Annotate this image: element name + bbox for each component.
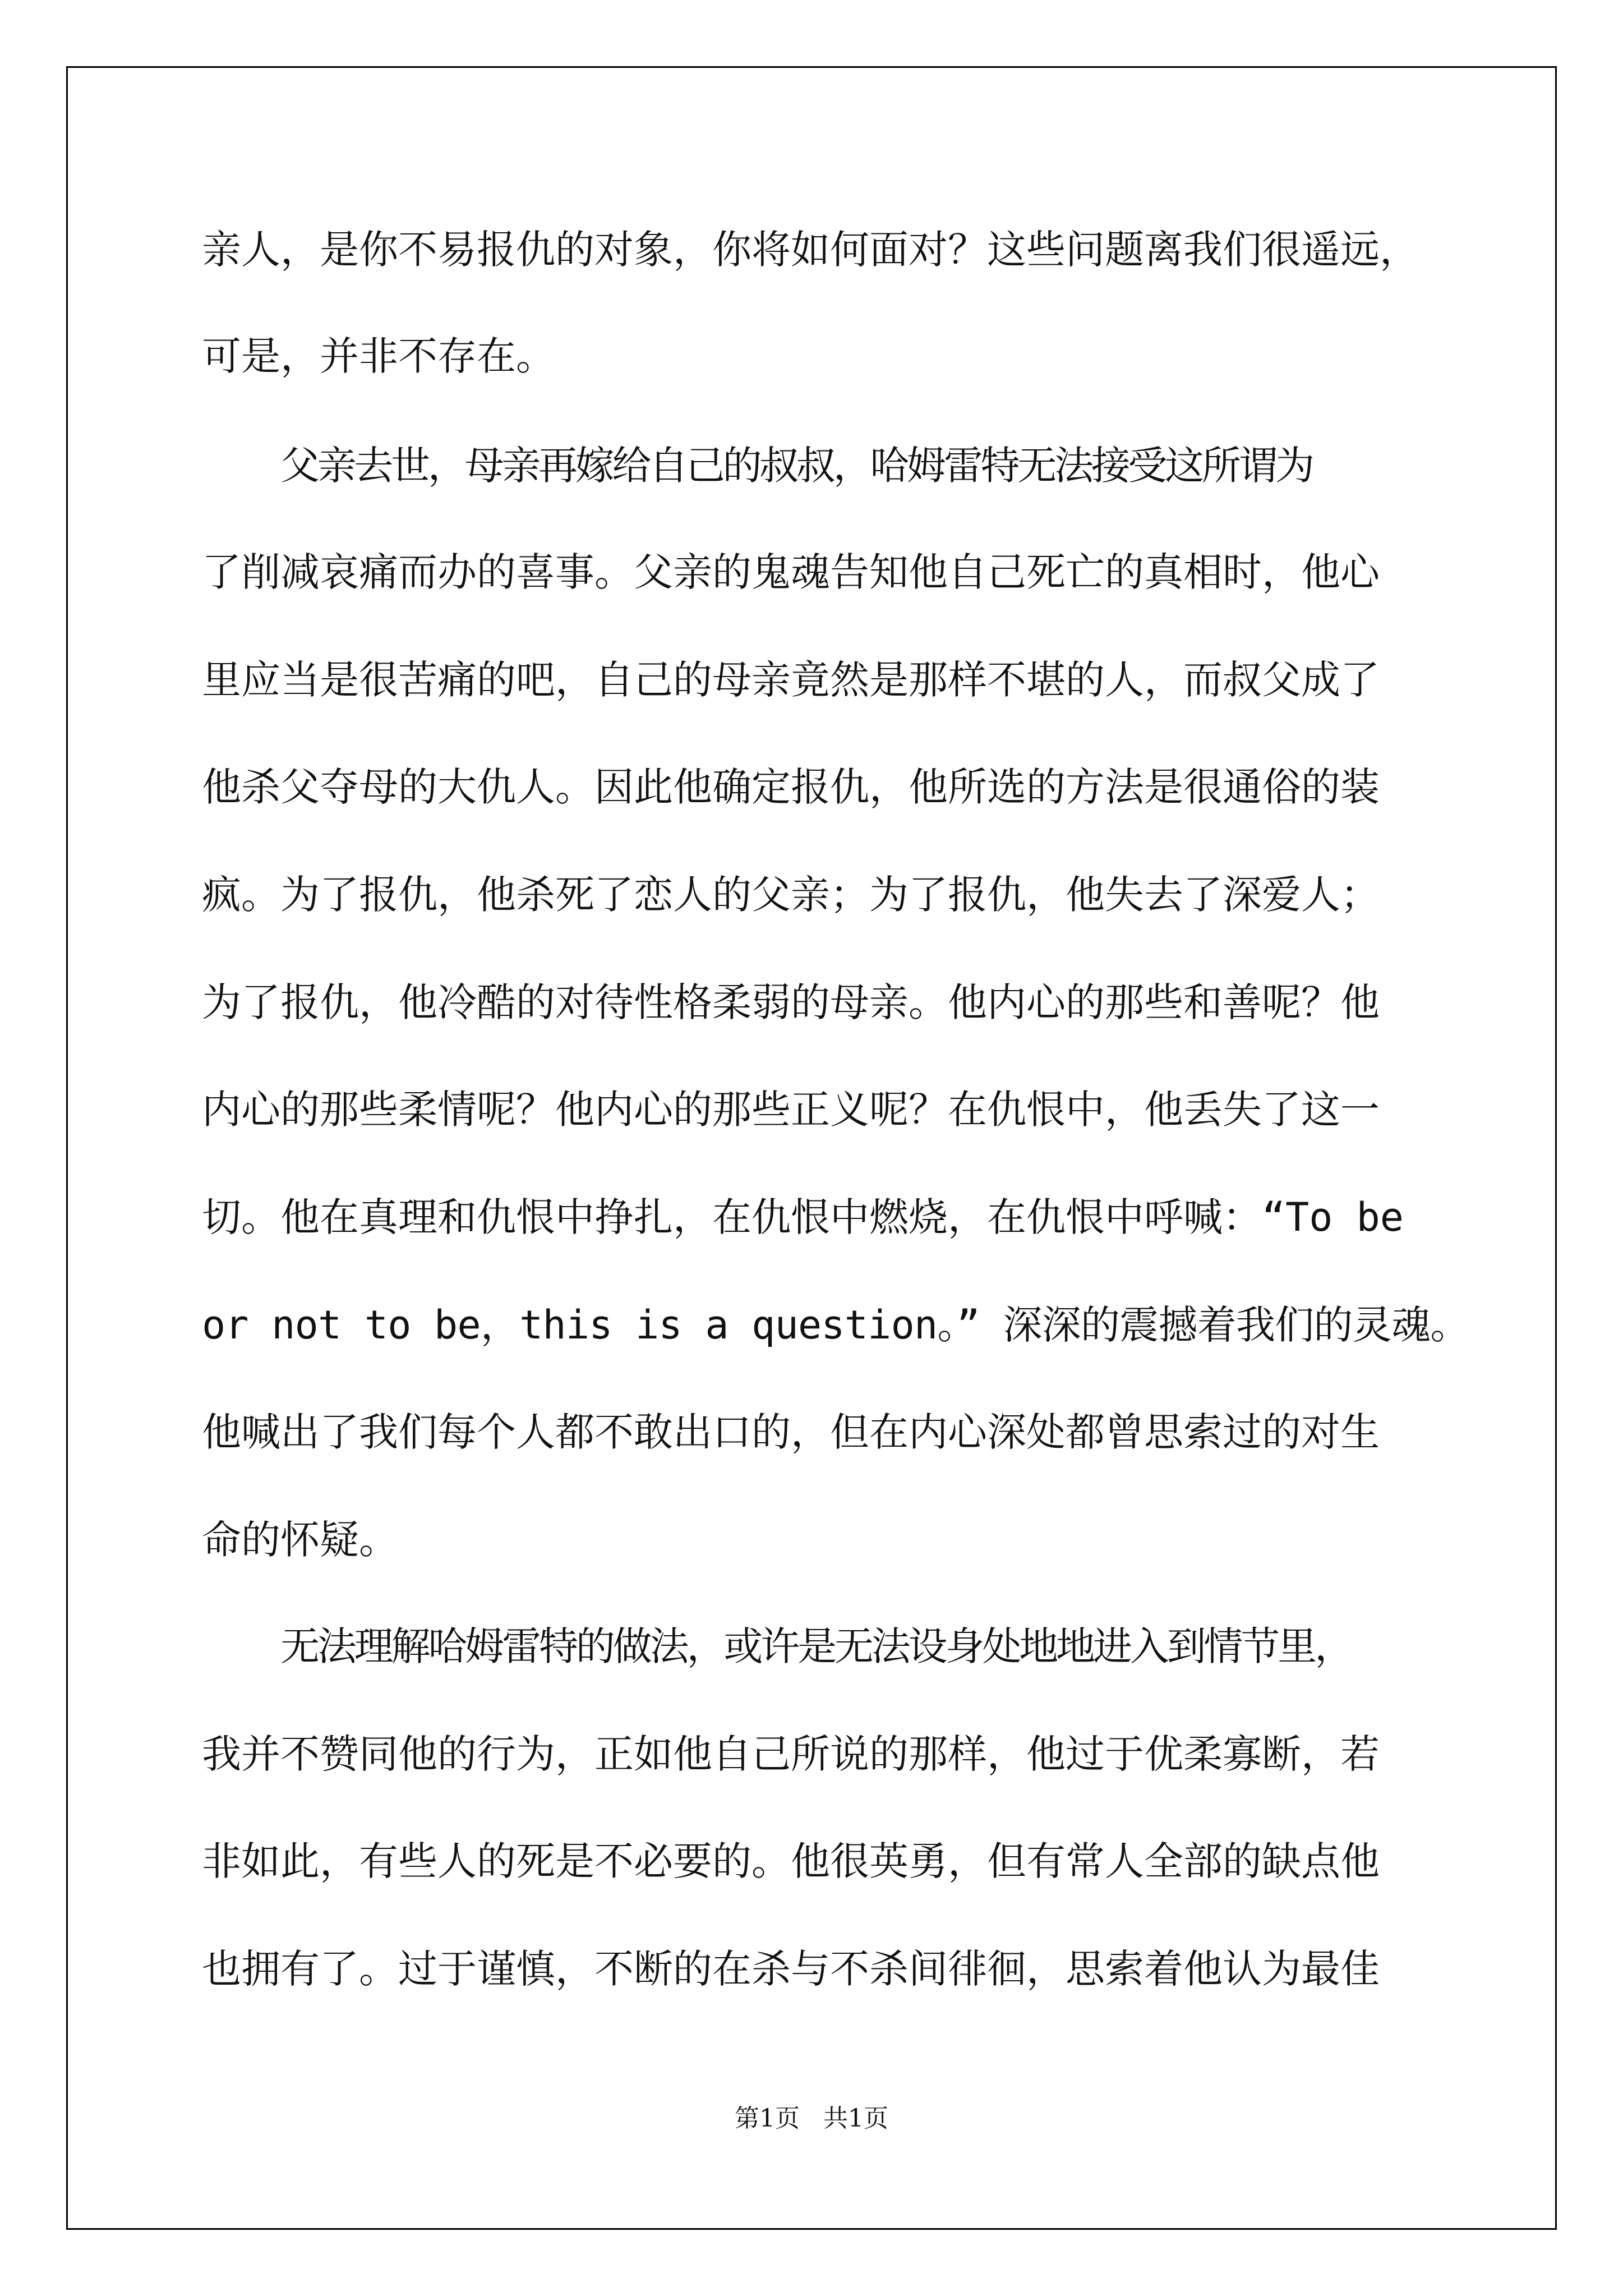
text-line: 亲人，是你不易报仇的对象，你将如何面对？这些问题离我们很遥远， — [202, 227, 1419, 273]
text-line: or not to be，this is a question。” 深深的震撼着我们的灵魂。 — [202, 1302, 1469, 1348]
page-border — [66, 66, 1557, 2230]
text-line: 非如此，有些人的死是不必要的。他很英勇，但有常人全部的缺点他 — [202, 1838, 1380, 1884]
text-line: 了削减哀痛而办的喜事。父亲的鬼魂告知他自己死亡的真相时，他心 — [202, 549, 1380, 595]
paragraph-first-line: 无法理解哈姆雷特的做法，或许是无法设身处地地进入到情节里， — [280, 1623, 1352, 1669]
text-line: 疯。为了报仇，他杀死了恋人的父亲；为了报仇，他失去了深爱人； — [202, 872, 1380, 918]
text-line: 为了报仇，他冷酷的对待性格柔弱的母亲。他内心的那些和善呢？他 — [202, 979, 1380, 1025]
page-number-footer: 第1页 共1页 — [735, 2104, 888, 2133]
text-line: 内心的那些柔情呢？他内心的那些正义呢？在仇恨中，他丢失了这一 — [202, 1087, 1380, 1133]
paragraph-first-line: 父亲去世，母亲再嫁给自己的叔叔，哈姆雷特无法接受这所谓为 — [280, 443, 1312, 489]
text-line: 他喊出了我们每个人都不敢出口的，但在内心深处都曾思索过的对生 — [202, 1409, 1380, 1455]
text-line: 可是，并非不存在。 — [202, 333, 555, 379]
text-line: 里应当是很苦痛的吧，自己的母亲竟然是那样不堪的人，而叔父成了 — [202, 657, 1380, 703]
text-line: 他杀父夺母的大仇人。因此他确定报仇，他所选的方法是很通俗的装 — [202, 764, 1380, 810]
text-line: 我并不赞同他的行为，正如他自己所说的那样，他过于优柔寡断，若 — [202, 1731, 1380, 1777]
text-line: 也拥有了。过于谨慎，不断的在杀与不杀间徘徊，思索着他认为最佳 — [202, 1946, 1380, 1992]
text-line: 切。他在真理和仇恨中挣扎，在仇恨中燃烧，在仇恨中呼喊：“To be — [202, 1194, 1404, 1240]
text-line: 命的怀疑。 — [202, 1517, 398, 1563]
